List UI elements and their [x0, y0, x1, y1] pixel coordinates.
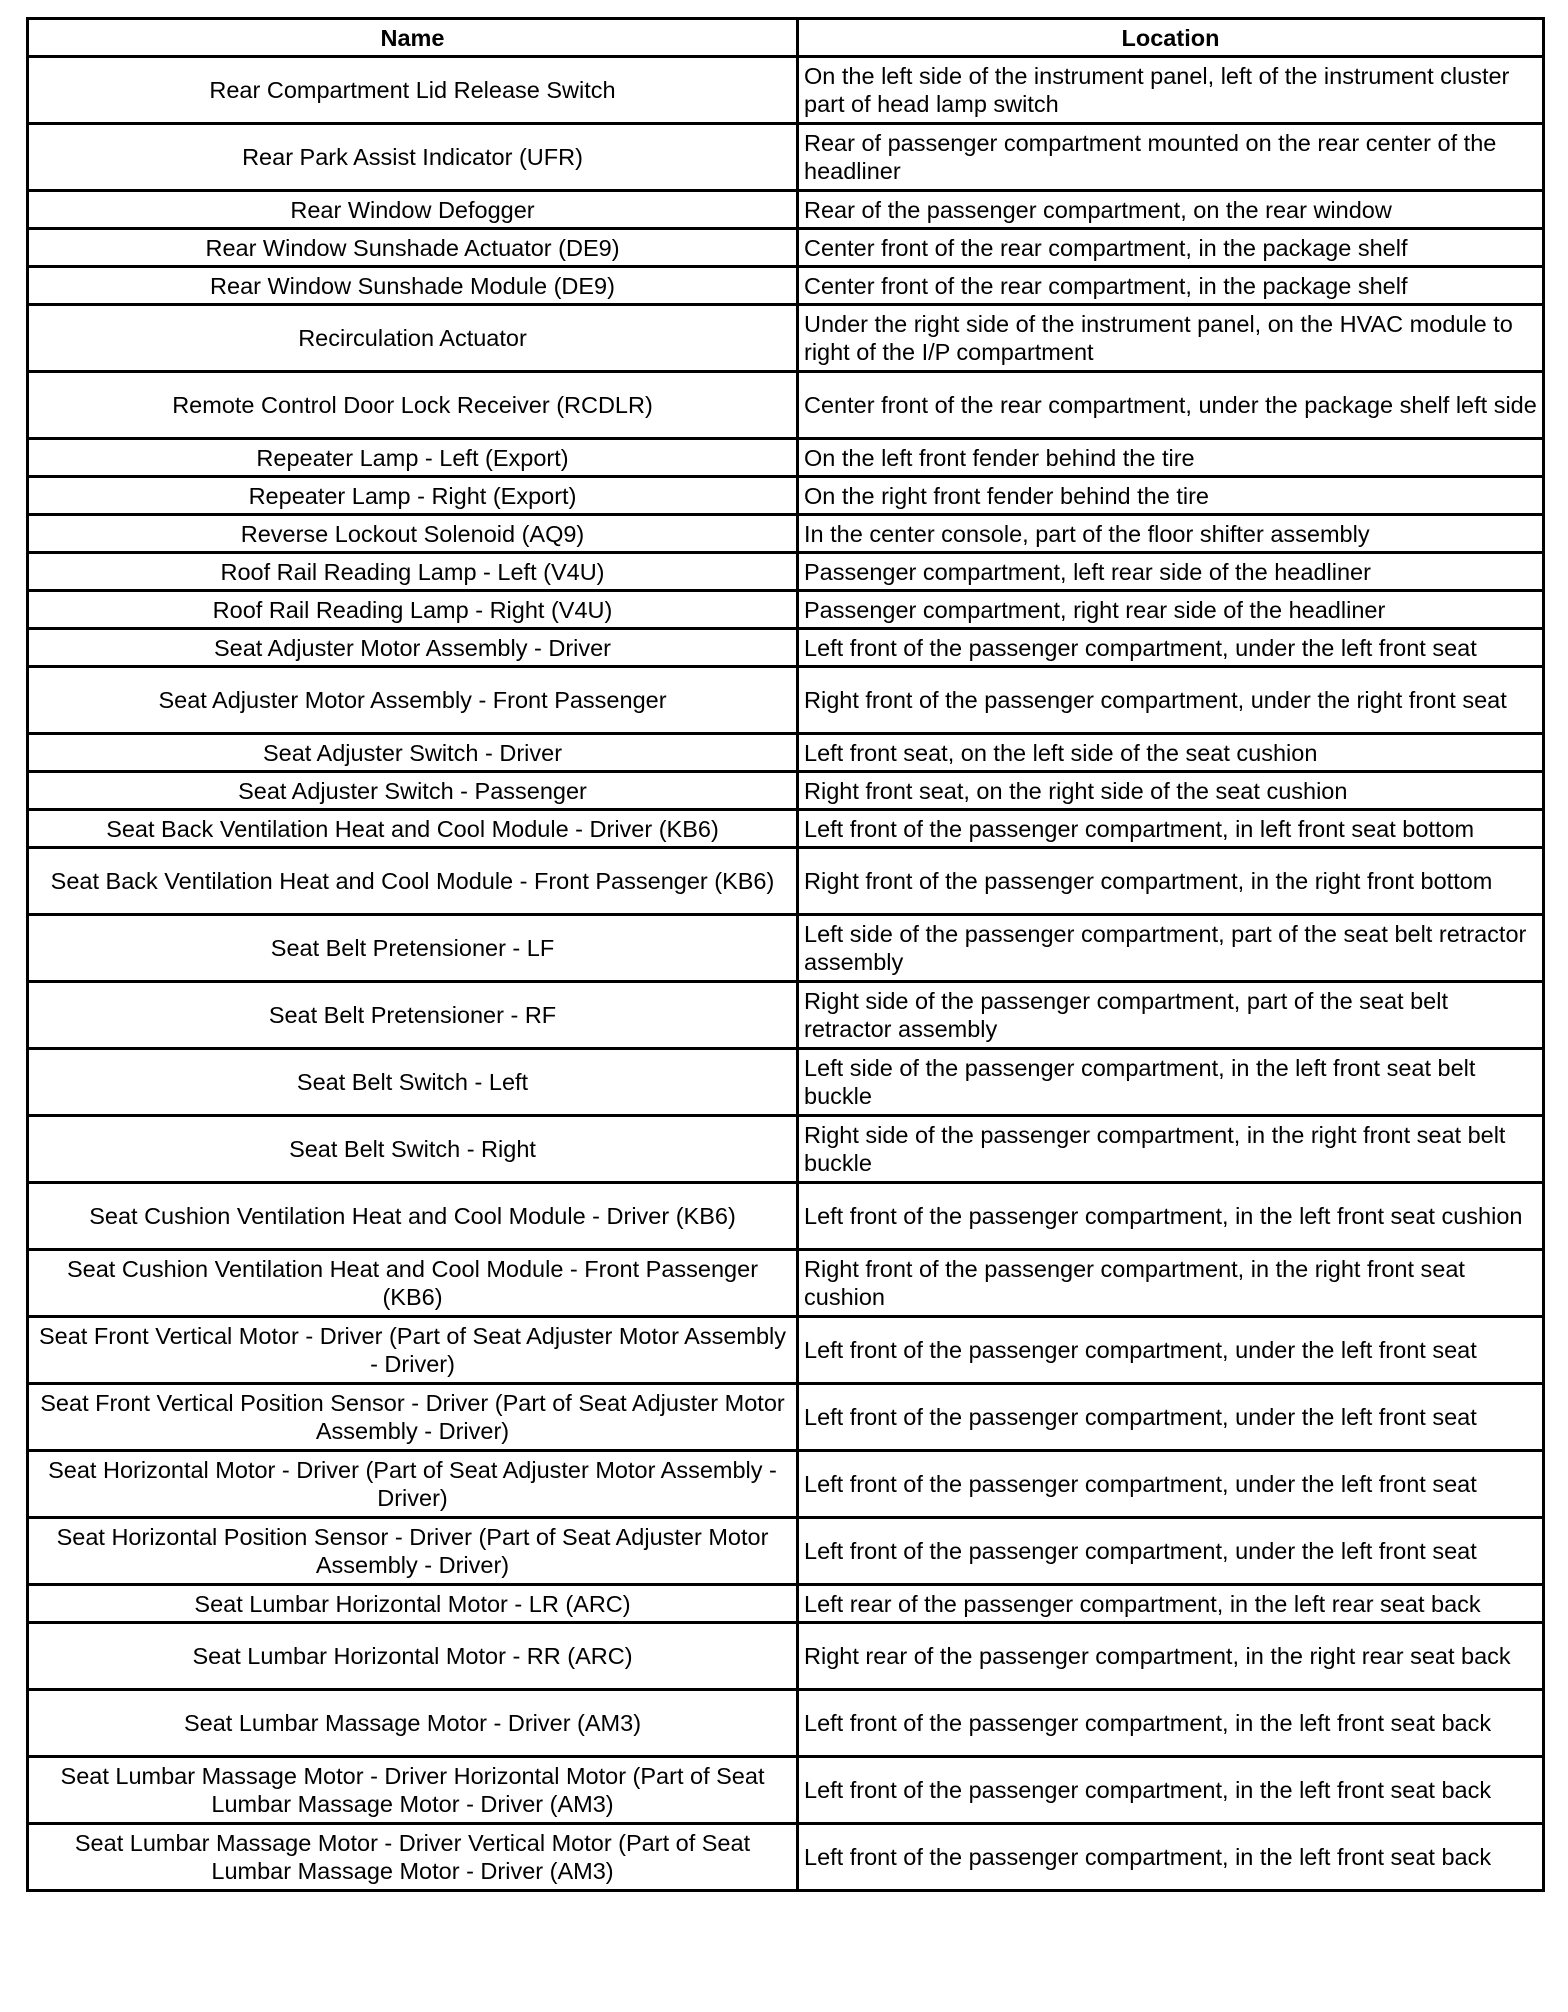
- component-name: Seat Belt Switch - Left: [28, 1049, 798, 1116]
- component-name: Seat Adjuster Switch - Passenger: [28, 772, 798, 810]
- table-row: [28, 629, 1544, 667]
- component-name: Reverse Lockout Solenoid (AQ9): [28, 515, 798, 553]
- component-name: Seat Front Vertical Position Sensor - Driver (Part of Seat Adjuster Motor Assembly - Driver): [28, 1384, 798, 1451]
- table-row: [28, 1824, 1544, 1891]
- table-row: [28, 372, 1544, 439]
- component-name: Rear Window Defogger: [28, 191, 798, 229]
- header-row: [28, 19, 1544, 57]
- table-row: [28, 191, 1544, 229]
- component-location: Left front seat, on the left side of the seat cushion: [798, 734, 1544, 772]
- table-row: [28, 1049, 1544, 1116]
- component-name: Remote Control Door Lock Receiver (RCDLR): [28, 372, 798, 439]
- component-name: Recirculation Actuator: [28, 305, 798, 372]
- table-row: [28, 124, 1544, 191]
- table-row: [28, 848, 1544, 915]
- component-location-table: [26, 17, 1545, 1892]
- component-name: Seat Adjuster Motor Assembly - Front Passenger: [28, 667, 798, 734]
- component-name: Seat Back Ventilation Heat and Cool Module - Front Passenger (KB6): [28, 848, 798, 915]
- component-location: Left front of the passenger compartment, under the left front seat: [798, 1317, 1544, 1384]
- component-location: Right front seat, on the right side of the seat cushion: [798, 772, 1544, 810]
- table-row: [28, 305, 1544, 372]
- table-row: [28, 267, 1544, 305]
- component-name: Seat Lumbar Massage Motor - Driver Vertical Motor (Part of Seat Lumbar Massage Motor - Driver (AM3): [28, 1824, 798, 1891]
- component-name: Seat Adjuster Motor Assembly - Driver: [28, 629, 798, 667]
- component-name: Seat Front Vertical Motor - Driver (Part of Seat Adjuster Motor Assembly - Driver): [28, 1317, 798, 1384]
- component-name: Seat Back Ventilation Heat and Cool Module - Driver (KB6): [28, 810, 798, 848]
- component-name: Seat Adjuster Switch - Driver: [28, 734, 798, 772]
- table-row: [28, 591, 1544, 629]
- component-location: Rear of passenger compartment mounted on the rear center of the headliner: [798, 124, 1544, 191]
- component-name: Seat Cushion Ventilation Heat and Cool Module - Driver (KB6): [28, 1183, 798, 1250]
- table-row: [28, 1623, 1544, 1690]
- location-column-header: Location: [798, 19, 1544, 57]
- table-row: [28, 1690, 1544, 1757]
- component-name: Rear Window Sunshade Module (DE9): [28, 267, 798, 305]
- component-location: Left front of the passenger compartment, in the left front seat back: [798, 1690, 1544, 1757]
- component-location: Right side of the passenger compartment, in the right front seat belt buckle: [798, 1116, 1544, 1183]
- table-row: [28, 1250, 1544, 1317]
- table-row: [28, 515, 1544, 553]
- component-name: Rear Park Assist Indicator (UFR): [28, 124, 798, 191]
- component-name: Roof Rail Reading Lamp - Right (V4U): [28, 591, 798, 629]
- component-location: Under the right side of the instrument panel, on the HVAC module to right of the I/P compartment: [798, 305, 1544, 372]
- component-location: Rear of the passenger compartment, on the rear window: [798, 191, 1544, 229]
- component-location: Center front of the rear compartment, in the package shelf: [798, 229, 1544, 267]
- component-name: Seat Lumbar Massage Motor - Driver Horizontal Motor (Part of Seat Lumbar Massage Motor - Driver (AM3): [28, 1757, 798, 1824]
- component-location: Left rear of the passenger compartment, in the left rear seat back: [798, 1585, 1544, 1623]
- table-row: [28, 1451, 1544, 1518]
- component-location: Left front of the passenger compartment, in the left front seat back: [798, 1757, 1544, 1824]
- component-location: Left side of the passenger compartment, in the left front seat belt buckle: [798, 1049, 1544, 1116]
- component-name: Rear Compartment Lid Release Switch: [28, 57, 798, 124]
- component-location: Right front of the passenger compartment, in the right front bottom: [798, 848, 1544, 915]
- component-location: In the center console, part of the floor shifter assembly: [798, 515, 1544, 553]
- component-name: Repeater Lamp - Right (Export): [28, 477, 798, 515]
- component-name: Seat Lumbar Massage Motor - Driver (AM3): [28, 1690, 798, 1757]
- table-row: [28, 229, 1544, 267]
- component-location: On the right front fender behind the tire: [798, 477, 1544, 515]
- component-name: Rear Window Sunshade Actuator (DE9): [28, 229, 798, 267]
- component-location: Right rear of the passenger compartment, in the right rear seat back: [798, 1623, 1544, 1690]
- component-location: On the left front fender behind the tire: [798, 439, 1544, 477]
- table-row: [28, 667, 1544, 734]
- table-row: [28, 477, 1544, 515]
- table-row: [28, 1585, 1544, 1623]
- table-row: [28, 772, 1544, 810]
- component-location: Passenger compartment, right rear side of the headliner: [798, 591, 1544, 629]
- component-location: On the left side of the instrument panel, left of the instrument cluster part of head lamp switch: [798, 57, 1544, 124]
- component-location: Right front of the passenger compartment, under the right front seat: [798, 667, 1544, 734]
- component-name: Seat Cushion Ventilation Heat and Cool Module - Front Passenger (KB6): [28, 1250, 798, 1317]
- component-location: Center front of the rear compartment, in the package shelf: [798, 267, 1544, 305]
- component-location: Left front of the passenger compartment, under the left front seat: [798, 1384, 1544, 1451]
- component-name: Seat Lumbar Horizontal Motor - RR (ARC): [28, 1623, 798, 1690]
- component-location: Right side of the passenger compartment, part of the seat belt retractor assembly: [798, 982, 1544, 1049]
- component-name: Seat Horizontal Position Sensor - Driver (Part of Seat Adjuster Motor Assembly - Driver): [28, 1518, 798, 1585]
- component-location: Left front of the passenger compartment, under the left front seat: [798, 629, 1544, 667]
- component-location: Left front of the passenger compartment, under the left front seat: [798, 1451, 1544, 1518]
- component-name: Seat Lumbar Horizontal Motor - LR (ARC): [28, 1585, 798, 1623]
- table-row: [28, 734, 1544, 772]
- component-location: Left front of the passenger compartment, in the left front seat cushion: [798, 1183, 1544, 1250]
- name-column-header: Name: [28, 19, 798, 57]
- component-location: Left front of the passenger compartment, in the left front seat back: [798, 1824, 1544, 1891]
- component-name: Repeater Lamp - Left (Export): [28, 439, 798, 477]
- component-location: Left front of the passenger compartment, in left front seat bottom: [798, 810, 1544, 848]
- table-row: [28, 553, 1544, 591]
- table-row: [28, 1757, 1544, 1824]
- component-location: Center front of the rear compartment, under the package shelf left side: [798, 372, 1544, 439]
- component-name: Seat Belt Pretensioner - RF: [28, 982, 798, 1049]
- component-name: Roof Rail Reading Lamp - Left (V4U): [28, 553, 798, 591]
- component-name: Seat Belt Switch - Right: [28, 1116, 798, 1183]
- component-name: Seat Belt Pretensioner - LF: [28, 915, 798, 982]
- component-location: Right front of the passenger compartment, in the right front seat cushion: [798, 1250, 1544, 1317]
- table-row: [28, 1518, 1544, 1585]
- table-row: [28, 57, 1544, 124]
- component-name: Seat Horizontal Motor - Driver (Part of Seat Adjuster Motor Assembly - Driver): [28, 1451, 798, 1518]
- table-row: [28, 982, 1544, 1049]
- table-row: [28, 915, 1544, 982]
- table-row: [28, 439, 1544, 477]
- component-location: Left front of the passenger compartment, under the left front seat: [798, 1518, 1544, 1585]
- table-row: [28, 1183, 1544, 1250]
- table-row: [28, 1317, 1544, 1384]
- table-row: [28, 810, 1544, 848]
- component-location: Passenger compartment, left rear side of the headliner: [798, 553, 1544, 591]
- table-row: [28, 1116, 1544, 1183]
- table-row: [28, 1384, 1544, 1451]
- component-location: Left side of the passenger compartment, part of the seat belt retractor assembly: [798, 915, 1544, 982]
